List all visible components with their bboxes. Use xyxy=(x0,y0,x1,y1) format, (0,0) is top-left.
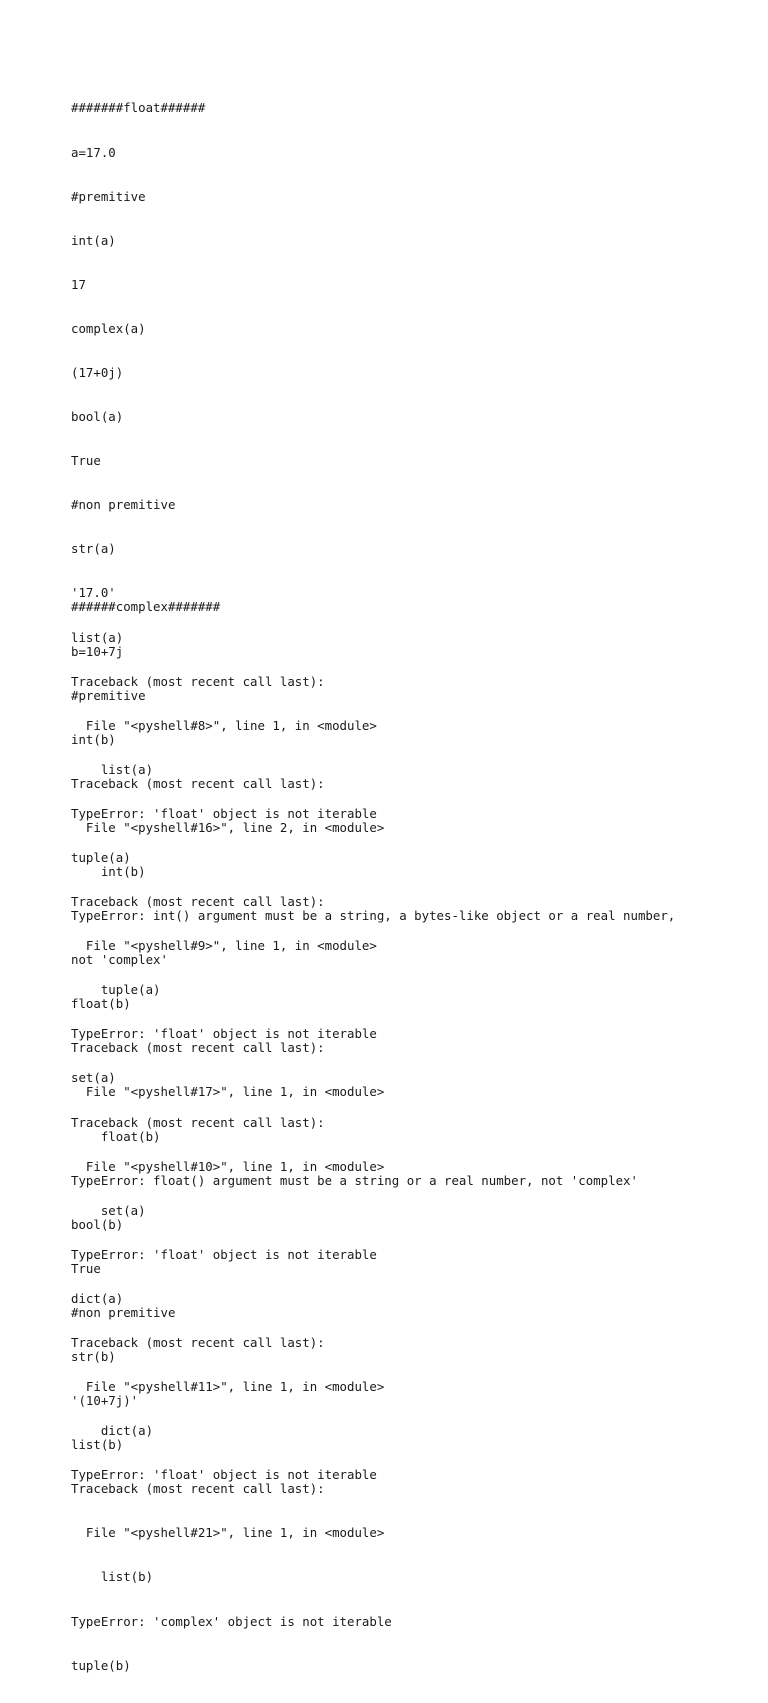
code-line: tuple(a) xyxy=(71,850,131,865)
code-line: (17+0j) xyxy=(71,364,124,380)
code-line: File "<pyshell#21>", line 1, in <module> xyxy=(71,1525,385,1541)
code-line: float(b) xyxy=(71,1128,161,1144)
code-line: True xyxy=(71,1260,101,1276)
code-line: set(a) xyxy=(71,1070,116,1086)
complex-section-code xyxy=(71,571,675,1703)
code-line: Traceback (most recent call last): xyxy=(71,1114,325,1130)
code-line: b=10+7j xyxy=(71,643,124,659)
code-line: int(b) xyxy=(71,863,146,879)
code-line: float(b) xyxy=(71,996,131,1012)
code-line: list(b) xyxy=(71,1437,124,1453)
code-line: str(b) xyxy=(71,1349,116,1364)
code-line: Traceback (most recent call last): xyxy=(71,894,325,910)
code-line: Traceback (most recent call last): xyxy=(71,1040,325,1056)
code-line: '17.0' xyxy=(71,585,116,601)
code-line: dict(a) xyxy=(71,1423,154,1439)
code-line: set(a) xyxy=(71,1202,146,1218)
code-line: TypeError: 'complex' object is not iterable xyxy=(71,1613,392,1629)
code-line: list(a) xyxy=(71,629,124,645)
code-line: True xyxy=(71,453,101,469)
code-line: File "<pyshell#17>", line 1, in <module> xyxy=(71,1084,385,1100)
code-line: complex(a) xyxy=(71,320,146,336)
code-line: list(a) xyxy=(71,761,154,777)
code-line: dict(a) xyxy=(71,1290,124,1306)
code-line: File "<pyshell#8>", line 1, in <module> xyxy=(71,717,377,733)
section-header: ######complex####### xyxy=(71,599,221,615)
code-line: list(b) xyxy=(71,1569,154,1585)
code-line: File "<pyshell#10>", line 1, in <module> xyxy=(71,1158,385,1174)
code-line: #premitive xyxy=(71,188,146,204)
code-line: TypeError: 'float' object is not iterable xyxy=(71,1467,377,1483)
section-header: #######float###### xyxy=(71,100,206,116)
code-line: bool(b) xyxy=(71,1216,124,1232)
code-line: File "<pyshell#9>", line 1, in <module> xyxy=(71,938,377,954)
code-line: 17 xyxy=(71,276,86,292)
code-line: TypeError: 'float' object is not iterable xyxy=(71,1246,377,1262)
code-line: Traceback (most recent call last): xyxy=(71,1481,325,1497)
code-line: int(a) xyxy=(71,232,116,248)
code-line: TypeError: float() argument must be a string or a real number, not 'complex' xyxy=(71,1172,638,1188)
code-line: File "<pyshell#16>", line 2, in <module> xyxy=(71,819,385,835)
code-line: #non premitive xyxy=(71,1304,176,1320)
code-line: #non premitive xyxy=(71,497,176,513)
code-line: Traceback (most recent call last): xyxy=(71,1335,325,1351)
code-line: not 'complex' xyxy=(71,952,168,968)
code-line: TypeError: int() argument must be a string, a bytes-like object or a real number, xyxy=(71,908,676,924)
code-line: Traceback (most recent call last): xyxy=(71,775,325,791)
code-line: TypeError: 'float' object is not iterable xyxy=(71,1026,377,1042)
code-line: TypeError: 'float' object is not iterable xyxy=(71,805,377,821)
code-line: bool(a) xyxy=(71,409,124,425)
code-line: a=17.0 xyxy=(71,144,116,160)
code-line: tuple(a) xyxy=(71,982,161,998)
code-line: '(10+7j)' xyxy=(71,1393,139,1409)
code-line: str(a) xyxy=(71,541,116,557)
code-line: #premitive xyxy=(71,687,146,703)
code-line: Traceback (most recent call last): xyxy=(71,673,325,689)
code-line: tuple(b) xyxy=(71,1657,131,1673)
code-line: int(b) xyxy=(71,731,116,747)
code-line: File "<pyshell#11>", line 1, in <module> xyxy=(71,1379,385,1395)
